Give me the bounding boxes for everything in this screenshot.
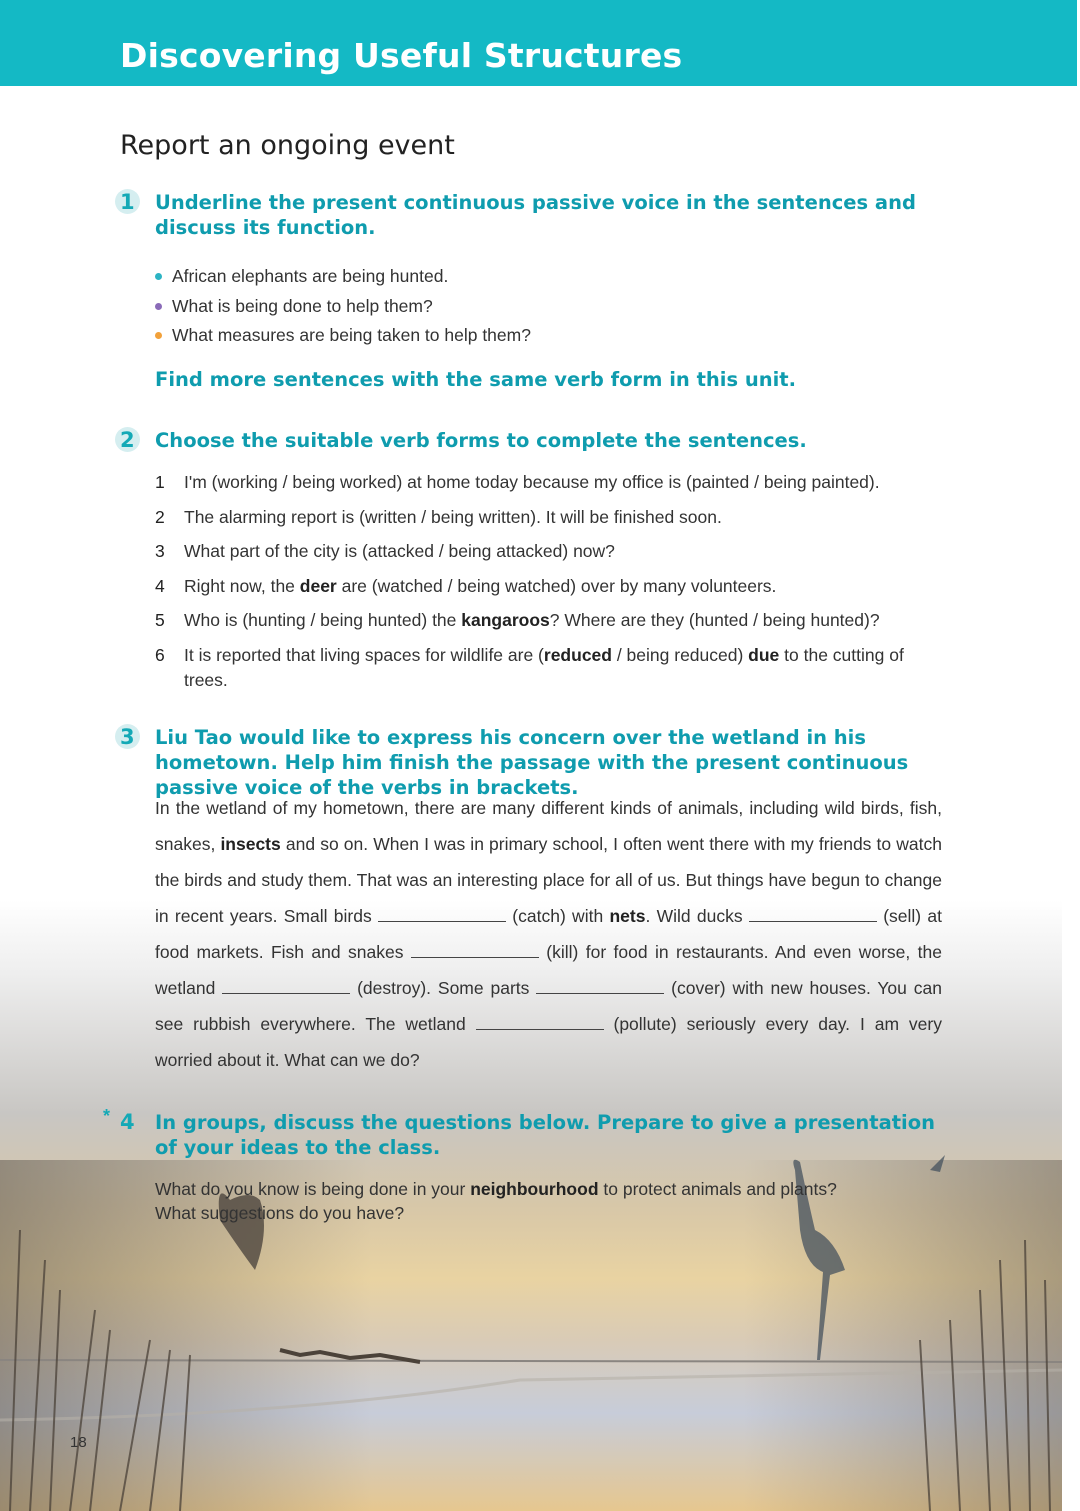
answer-blank[interactable] <box>476 1011 604 1030</box>
answer-blank[interactable] <box>536 975 664 994</box>
exercise-2-number: 2 <box>120 428 135 452</box>
exercise-1-follow-up: Find more sentences with the same verb form in this unit. <box>155 368 797 391</box>
bullet-dot-icon <box>155 273 162 280</box>
list-item: What is being done to help them? <box>155 294 531 324</box>
exercise-1-number: 1 <box>120 190 135 214</box>
list-item: African elephants are being hunted. <box>155 264 531 294</box>
exercise-4-number: 4 <box>120 1110 135 1134</box>
exercise-4-instruction: In groups, discuss the questions below. Prepare to give a presentation of your ideas to the class. <box>155 1111 936 1159</box>
exercise-1-instruction: Underline the present continuous passive voice in the sentences and discuss its function. <box>155 191 916 239</box>
list-item: 1 I'm (working / being worked) at home today because my office is (painted / being painted). <box>155 472 880 492</box>
header-banner <box>0 0 1077 86</box>
bullet-dot-icon <box>155 332 162 339</box>
page-title: Discovering Useful Structures <box>120 36 683 75</box>
bullet-dot-icon <box>155 303 162 310</box>
exercise-1-bullet-list <box>155 264 531 353</box>
answer-blank[interactable] <box>749 903 877 922</box>
exercise-4-questions: What do you know is being done in your neighbourhood to protect animals and plants? What suggestions do you have? <box>155 1179 837 1223</box>
list-item: 3 What part of the city is (attacked / being attacked) now? <box>155 541 615 561</box>
answer-blank[interactable] <box>411 939 539 958</box>
exercise-3-instruction: Liu Tao would like to express his concern over the wetland in his hometown. Help him finish the passage with the present continuous passive voice of the verbs in brackets. <box>155 726 909 799</box>
list-item: 2 The alarming report is (written / being written). It will be finished soon. <box>155 506 722 527</box>
page-number: 18 <box>70 1434 87 1451</box>
list-item: 5 Who is (hunting / being hunted) the kangaroos? Where are they (hunted / being hunted)? <box>155 610 880 630</box>
exercise-3-passage: In the wetland of my hometown, there are many different kinds of animals, including wild birds, fish, snakes, insects and so on. When I was in primary school, I often went there with my friends to watch the birds and study them. That was an interesting place for all of us. But things have begun to change in recent years. Small birds (catch) with nets. Wild ducks (sell) at food markets. Fish and snakes (kill) for food in restaurants. And even worse, the wetland (destroy). Some parts (cover) with new houses. You can see rubbish everywhere. The wetland (pollute) seriously every day. I am very worried about it. What can we do? <box>155 798 943 1070</box>
exercise-2-sentence-list <box>155 470 945 702</box>
exercise-2-instruction: Choose the suitable verb forms to complete the sentences. <box>155 429 807 452</box>
answer-blank[interactable] <box>222 975 350 994</box>
exercise-3-number: 3 <box>120 725 135 749</box>
optional-star-icon: * <box>103 1106 111 1126</box>
answer-blank[interactable] <box>378 903 506 922</box>
list-item: 6 It is reported that living spaces for wildlife are (reduced / being reduced) due to the cutting of trees. <box>155 644 904 690</box>
section-title: Report an ongoing event <box>120 130 455 161</box>
list-item: 4 Right now, the deer are (watched / being watched) over by many volunteers. <box>155 575 777 596</box>
list-item: What measures are being taken to help them? <box>155 323 531 353</box>
